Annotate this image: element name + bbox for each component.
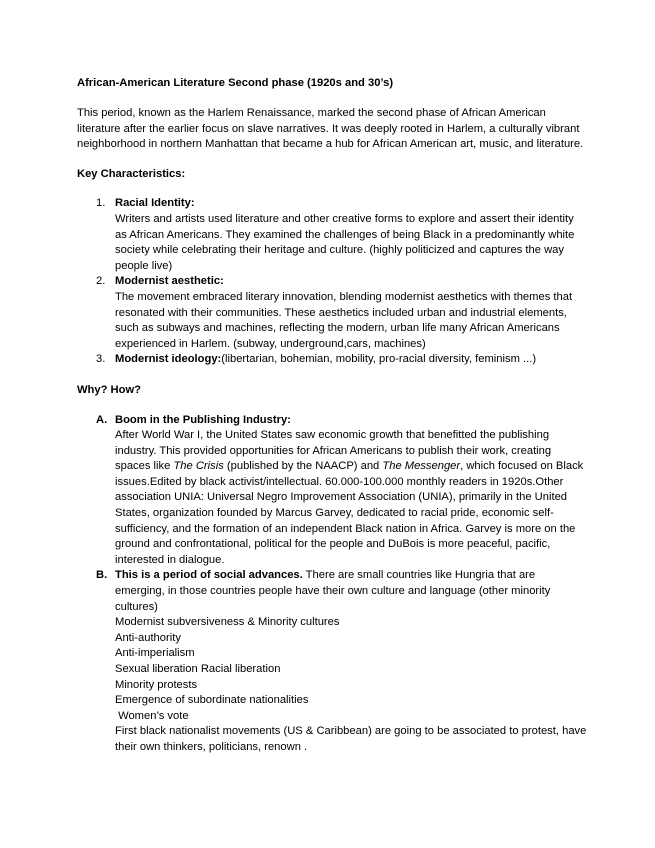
list-marker: B. [96, 569, 108, 582]
sub-line: Anti-authority [115, 631, 181, 644]
document-title: African-American Literature Second phase (1920s and 30’s) [77, 77, 394, 89]
document-page [77, 76, 587, 756]
list-item [77, 413, 587, 569]
publication-title: The Messenger [382, 460, 461, 473]
list-marker: 1. [96, 197, 106, 210]
sub-line: Women’s vote [115, 709, 189, 722]
key-characteristics-heading: Key Characteristics: [77, 167, 186, 180]
item-label: Racial Identity: [115, 197, 195, 210]
item-label: Modernist aesthetic: [115, 275, 224, 288]
sub-line: Modernist subversiveness & Minority cultures [115, 616, 340, 629]
sub-line: Sexual liberation Racial liberation [115, 663, 281, 675]
why-how-heading: Why? How? [77, 383, 142, 396]
characteristics-list [77, 196, 587, 368]
intro-paragraph: This period, known as the Harlem Renaissance, marked the second phase of African American literature after the earlier focus on slave narratives. It was deeply rooted in Harlem, a culturally vibrant neighborhood in northern Manhattan that became a hub for African American art, music, and literature. [77, 107, 584, 151]
list-item [77, 352, 587, 368]
list-marker: 3. [96, 353, 106, 366]
list-item [77, 274, 587, 352]
item-text: There are small countries like Hungria that are emerging, in those countries people have their own culture and language (other minority cultures) [115, 569, 551, 613]
item-label: Modernist ideology: [115, 353, 222, 366]
sub-line: Anti-imperialism [115, 647, 195, 660]
list-item [77, 196, 587, 274]
item-text: The movement embraced literary innovation, blending modernist aesthetics with themes that resonated with their communities. These aesthetics included urban and industrial elements, such as subways and machines, reflecting the modern, urban life many African Americans experienced in Harlem. (subway, underground,cars, machines) [115, 290, 573, 350]
item-label: Boom in the Publishing Industry: [115, 413, 291, 426]
sub-line: First black nationalist movements (US & Caribbean) are going to be associated to protest, have their own thinkers, politicians, renown . [115, 725, 587, 753]
item-text: Writers and artists used literature and other creative forms to explore and assert their identity as African Americans. They examined the challenges of being Black in a predominantly white society while celebrating their heritage and culture. (highly politicized and captures the way people live) [115, 212, 575, 272]
sub-line: Emergence of subordinate nationalities [115, 694, 309, 707]
item-text: (libertarian, bohemian, mobility, pro-racial diversity, feminism ...) [221, 353, 537, 366]
sub-line: Minority protests [115, 678, 198, 691]
reasons-list [77, 413, 587, 756]
publication-title: The Crisis [173, 460, 224, 473]
list-marker: 2. [96, 275, 106, 288]
item-label: This is a period of social advances. [115, 569, 303, 582]
list-item [77, 568, 587, 755]
item-text: After World War I, the United States saw economic growth that benefitted the publishing industry. This provided opportunities for African Americans to publish their work, creating spaces like The Crisis (published by the NAACP) and The Messenger, which focused on Black issues.Edited by black activist/intellectual. 60.000-100.000 monthly readers in 1920s.Other association UNIA: Universal Negro Improvement Association (UNIA), primarily in the United States, organization founded by Marcus Garvey, dedicated to racial pride, economic self-sufficiency, and the formation of an independent Black nation in Africa. Garvey is more on the ground and confrontational, political for the people and DuBois is more peaceful, pacific, interested in dialogue. [115, 429, 584, 566]
list-marker: A. [96, 413, 108, 426]
